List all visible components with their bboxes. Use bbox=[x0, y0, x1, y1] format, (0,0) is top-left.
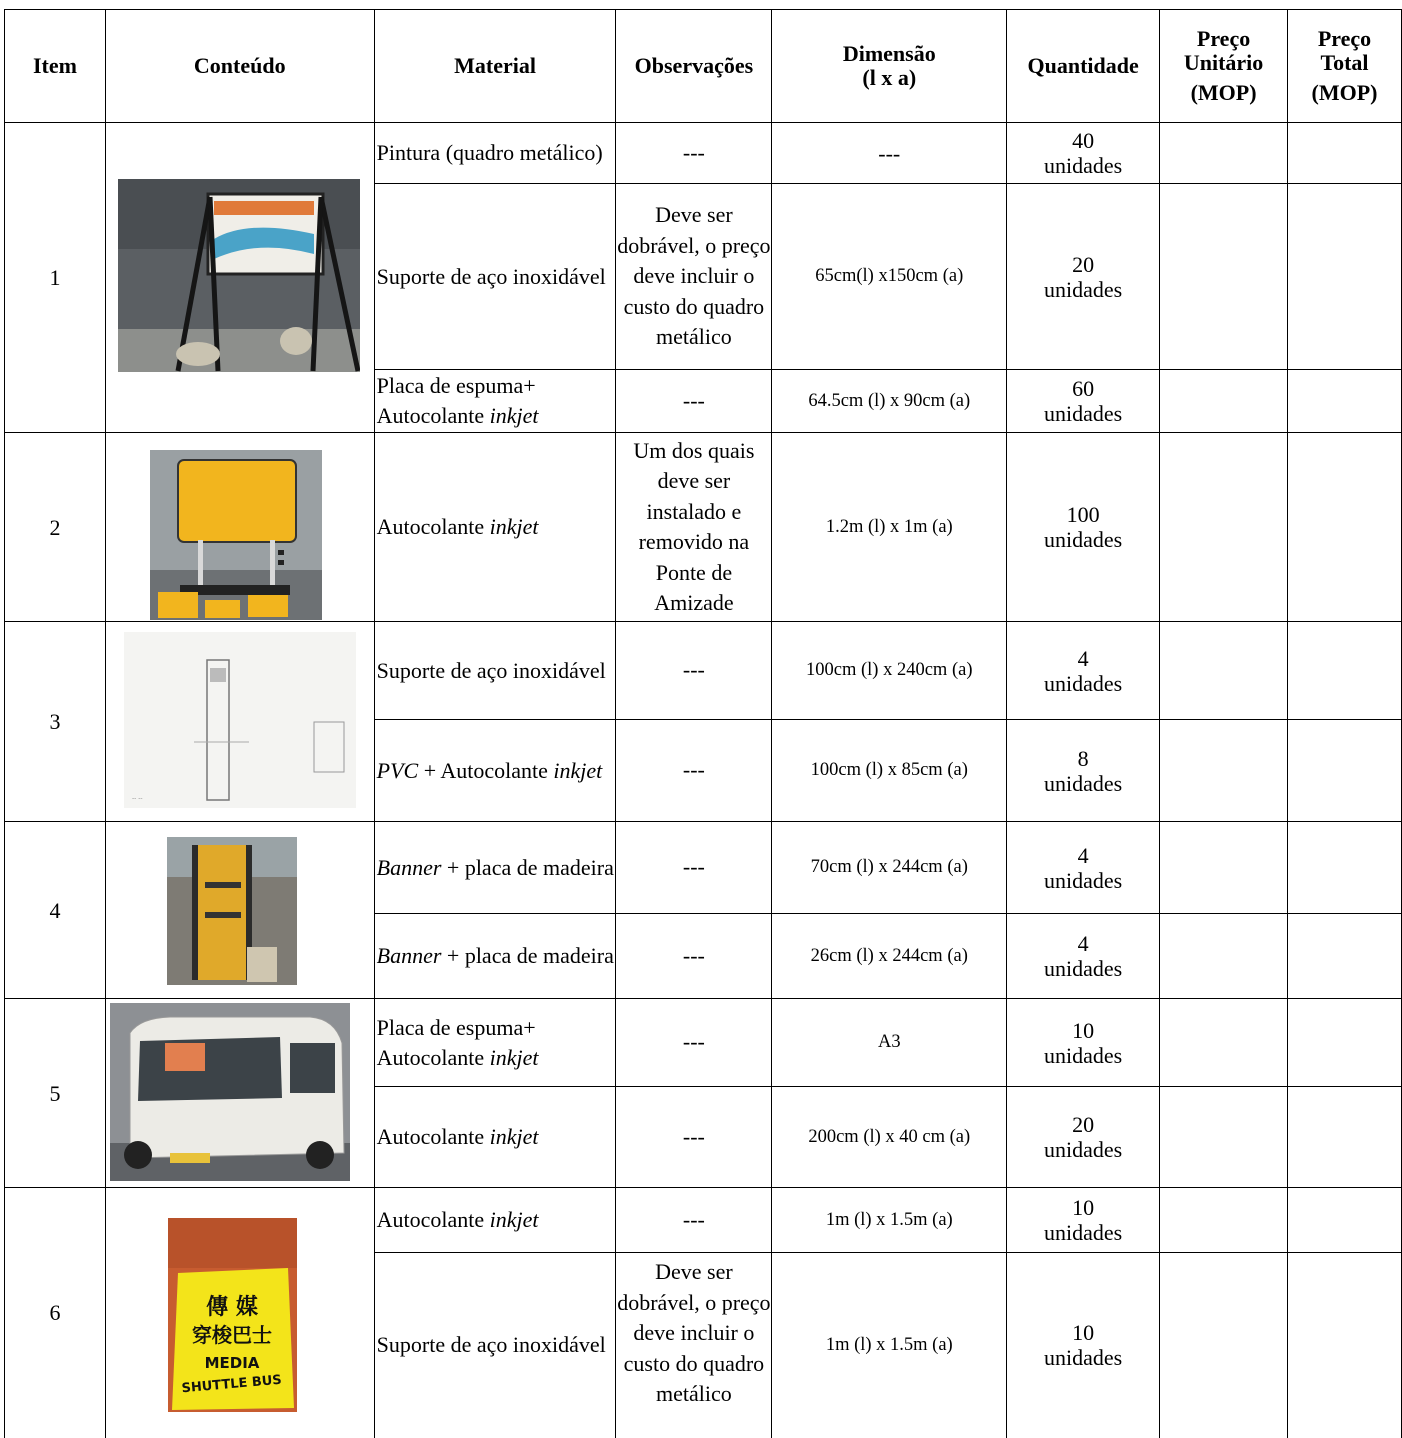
item-number: 6 bbox=[5, 1188, 106, 1438]
table-row bbox=[5, 822, 1402, 914]
header-preco-unitario bbox=[1160, 10, 1288, 123]
banner-wooden-sign-photo bbox=[167, 837, 297, 985]
quantidade-cell: 10 unidades bbox=[1007, 999, 1160, 1087]
material-cell: Placa de espuma+ Autocolante inkjet bbox=[374, 370, 616, 433]
preco-unitario-cell[interactable] bbox=[1160, 123, 1288, 184]
content-image-cell bbox=[105, 999, 374, 1188]
observacoes-cell: --- bbox=[616, 1087, 772, 1188]
preco-total-cell[interactable] bbox=[1288, 720, 1402, 822]
sign-text-line4: SHUTTLE BUS bbox=[180, 1372, 283, 1397]
preco-unitario-cell[interactable] bbox=[1160, 370, 1288, 433]
preco-total-cell[interactable] bbox=[1288, 370, 1402, 433]
observacoes-cell: --- bbox=[616, 1188, 772, 1253]
material-cell: Suporte de aço inoxidável bbox=[374, 184, 616, 370]
header-row bbox=[5, 10, 1402, 123]
header-quantidade: Quantidade bbox=[1007, 10, 1160, 123]
observacoes-cell: Deve ser dobrável, o preço deve incluir o custo do quadro metálico bbox=[616, 184, 772, 370]
header-preco-total bbox=[1288, 10, 1402, 123]
quantidade-cell: 60 unidades bbox=[1007, 370, 1160, 433]
preco-unitario-cell[interactable] bbox=[1160, 914, 1288, 999]
observacoes-cell: --- bbox=[616, 370, 772, 433]
material-cell: Autocolante inkjet bbox=[374, 1188, 616, 1253]
preco-total-cell[interactable] bbox=[1288, 1188, 1402, 1253]
material-cell: PVC + Autocolante inkjet bbox=[374, 720, 616, 822]
preco-total-cell[interactable] bbox=[1288, 433, 1402, 622]
header-preco-unitario-line3: (MOP) bbox=[1190, 80, 1257, 105]
preco-unitario-cell[interactable] bbox=[1160, 1253, 1288, 1438]
dimensao-cell: --- bbox=[772, 123, 1007, 184]
dimensao-cell: 26cm (l) x 244cm (a) bbox=[772, 914, 1007, 999]
preco-unitario-cell[interactable] bbox=[1160, 1188, 1288, 1253]
header-preco-unitario-line2: Unitário bbox=[1183, 50, 1264, 75]
observacoes-cell: --- bbox=[616, 720, 772, 822]
preco-unitario-cell[interactable] bbox=[1160, 184, 1288, 370]
header-dimensao-line2: (l x a) bbox=[862, 65, 917, 90]
preco-total-cell[interactable] bbox=[1288, 914, 1402, 999]
preco-unitario-cell[interactable] bbox=[1160, 1087, 1288, 1188]
item-number: 4 bbox=[5, 822, 106, 999]
observacoes-cell: --- bbox=[616, 123, 772, 184]
header-preco-total-line2: Total bbox=[1320, 50, 1369, 75]
dimensao-cell: 100cm (l) x 240cm (a) bbox=[772, 622, 1007, 720]
item-number: 1 bbox=[5, 123, 106, 433]
item-number: 2 bbox=[5, 433, 106, 622]
preco-unitario-cell[interactable] bbox=[1160, 433, 1288, 622]
dimensao-cell: 64.5cm (l) x 90cm (a) bbox=[772, 370, 1007, 433]
item-number: 3 bbox=[5, 622, 106, 822]
material-cell: Placa de espuma+ Autocolante inkjet bbox=[374, 999, 616, 1087]
header-preco-total-line3: (MOP) bbox=[1311, 80, 1378, 105]
content-image-cell bbox=[105, 1188, 374, 1438]
dimensao-cell: 70cm (l) x 244cm (a) bbox=[772, 822, 1007, 914]
svg-text:-- --: -- -- bbox=[131, 795, 143, 802]
yellow-board-sign-photo bbox=[150, 450, 322, 620]
table-row bbox=[5, 433, 1402, 622]
dimensao-cell: A3 bbox=[772, 999, 1007, 1087]
quantidade-cell: 4 unidades bbox=[1007, 822, 1160, 914]
preco-unitario-cell[interactable] bbox=[1160, 622, 1288, 720]
header-dimensao bbox=[772, 10, 1007, 123]
preco-total-cell[interactable] bbox=[1288, 622, 1402, 720]
dimensao-cell: 100cm (l) x 85cm (a) bbox=[772, 720, 1007, 822]
preco-unitario-cell[interactable] bbox=[1160, 720, 1288, 822]
material-cell: Suporte de aço inoxidável bbox=[374, 622, 616, 720]
header-preco-total-line1: Preço bbox=[1317, 26, 1372, 51]
header-material: Material bbox=[374, 10, 616, 123]
content-image-cell bbox=[105, 123, 374, 433]
sign-text-line2: 穿梭巴士 bbox=[191, 1323, 272, 1347]
table-row bbox=[5, 999, 1402, 1087]
header-preco-unitario-line1: Preço bbox=[1196, 26, 1251, 51]
observacoes-cell: --- bbox=[616, 999, 772, 1087]
preco-total-cell[interactable] bbox=[1288, 822, 1402, 914]
material-cell: Pintura (quadro metálico) bbox=[374, 123, 616, 184]
content-image-cell bbox=[105, 822, 374, 999]
material-cell: Banner + placa de madeira bbox=[374, 914, 616, 999]
preco-total-cell[interactable] bbox=[1288, 123, 1402, 184]
preco-total-cell[interactable] bbox=[1288, 1087, 1402, 1188]
dimensao-cell: 65cm(l) x150cm (a) bbox=[772, 184, 1007, 370]
price-table bbox=[4, 9, 1402, 1438]
header-observacoes: Observações bbox=[616, 10, 772, 123]
observacoes-cell: Um dos quais deve ser instalado e removido na Ponte de Amizade bbox=[616, 433, 772, 622]
dimensao-cell: 200cm (l) x 40 cm (a) bbox=[772, 1087, 1007, 1188]
stand-drawing-photo bbox=[124, 632, 356, 808]
observacoes-cell: Deve ser dobrável, o preço deve incluir o custo do quadro metálico bbox=[616, 1253, 772, 1438]
a-frame-sign-stand-photo bbox=[118, 179, 360, 372]
header-dimensao-line1: Dimensão bbox=[842, 41, 936, 66]
dimensao-cell: 1m (l) x 1.5m (a) bbox=[772, 1188, 1007, 1253]
sign-text-line1: 傳 媒 bbox=[206, 1295, 258, 1320]
quantidade-cell: 100 unidades bbox=[1007, 433, 1160, 622]
observacoes-cell: --- bbox=[616, 622, 772, 720]
dimensao-cell: 1m (l) x 1.5m (a) bbox=[772, 1253, 1007, 1438]
sign-text-line3: MEDIA bbox=[204, 1354, 260, 1372]
quantidade-cell: 4 unidades bbox=[1007, 622, 1160, 720]
quantidade-cell: 40 unidades bbox=[1007, 123, 1160, 184]
dimensao-cell: 1.2m (l) x 1m (a) bbox=[772, 433, 1007, 622]
quantidade-cell: 10 unidades bbox=[1007, 1188, 1160, 1253]
material-cell: Suporte de aço inoxidável bbox=[374, 1253, 616, 1438]
preco-total-cell[interactable] bbox=[1288, 184, 1402, 370]
observacoes-cell: --- bbox=[616, 914, 772, 999]
quantidade-cell: 4 unidades bbox=[1007, 914, 1160, 999]
preco-total-cell[interactable] bbox=[1288, 999, 1402, 1087]
quantidade-cell: 20 unidades bbox=[1007, 1087, 1160, 1188]
content-image-cell bbox=[105, 433, 374, 622]
material-cell: Autocolante inkjet bbox=[374, 433, 616, 622]
preco-unitario-cell[interactable] bbox=[1160, 822, 1288, 914]
shuttle-bus-photo bbox=[110, 1003, 350, 1181]
content-image-cell bbox=[105, 622, 374, 822]
table-row bbox=[5, 1188, 1402, 1253]
preco-total-cell[interactable] bbox=[1288, 1253, 1402, 1438]
table-row bbox=[5, 622, 1402, 720]
quantidade-cell: 20 unidades bbox=[1007, 184, 1160, 370]
header-item: Item bbox=[5, 10, 106, 123]
preco-unitario-cell[interactable] bbox=[1160, 999, 1288, 1087]
header-conteudo: Conteúdo bbox=[105, 10, 374, 123]
material-cell: Banner + placa de madeira bbox=[374, 822, 616, 914]
material-cell: Autocolante inkjet bbox=[374, 1087, 616, 1188]
observacoes-cell: --- bbox=[616, 822, 772, 914]
table-row bbox=[5, 123, 1402, 184]
quantidade-cell: 8 unidades bbox=[1007, 720, 1160, 822]
media-shuttle-bus-sign-photo bbox=[168, 1218, 297, 1412]
item-number: 5 bbox=[5, 999, 106, 1188]
quantidade-cell: 10 unidades bbox=[1007, 1253, 1160, 1438]
